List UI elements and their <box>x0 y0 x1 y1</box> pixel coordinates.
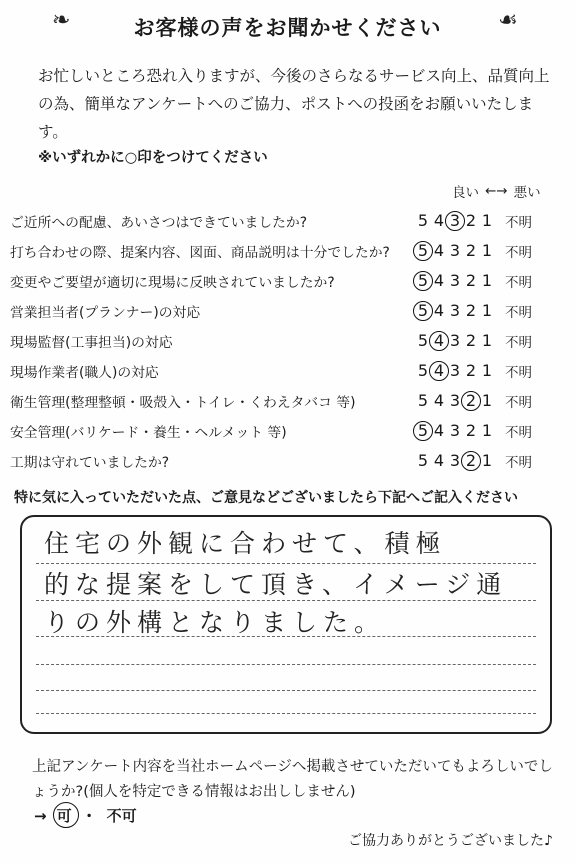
right-flourish-icon: ☙ <box>498 8 518 33</box>
question-text: 営業担当者(プランナー)の対応 <box>10 305 201 321</box>
rating-option-1[interactable]: 1 <box>481 271 493 290</box>
rating-option-5[interactable]: 5 <box>417 451 429 470</box>
rating-option-4[interactable]: 4 <box>431 331 447 351</box>
rating-option-5[interactable]: 5 <box>417 391 429 410</box>
arrow-icon: → <box>34 806 47 825</box>
thanks-text: ご協力ありがとうございました♪ <box>348 833 553 849</box>
rating-option-1[interactable]: 1 <box>481 361 493 380</box>
rating-option-4[interactable]: 4 <box>433 301 445 320</box>
question-text: 工期は守れていましたか? <box>10 455 170 471</box>
rating-options <box>415 361 532 381</box>
rating-option-3[interactable]: 3 <box>449 451 461 470</box>
rating-option-2[interactable]: 2 <box>463 451 479 471</box>
rating-options <box>415 271 532 291</box>
rating-option-unknown[interactable]: 不明 <box>505 395 532 411</box>
comment-rule <box>36 713 536 714</box>
rating-option-5[interactable]: 5 <box>415 421 431 441</box>
choice-no[interactable]: 不可 <box>106 807 137 825</box>
rating-option-5[interactable]: 5 <box>415 301 431 321</box>
rating-option-3[interactable]: 3 <box>449 241 461 260</box>
rating-option-5[interactable]: 5 <box>417 361 429 380</box>
question-text: 現場作業者(職人)の対応 <box>10 365 159 381</box>
rating-options <box>415 211 532 231</box>
rating-option-unknown[interactable]: 不明 <box>505 215 532 231</box>
intro-text: お忙しいところ恐れ入りますが、今後のさらなるサービス向上、品質向上の為、簡単なアンケートへのご協力、ポストへの投函をお願いいたします。 <box>38 67 550 141</box>
rating-option-4[interactable]: 4 <box>433 241 445 260</box>
choice-yes[interactable]: 可 <box>56 807 72 825</box>
rating-option-4[interactable]: 4 <box>433 391 445 410</box>
rating-options <box>415 301 532 321</box>
rating-options <box>415 241 532 261</box>
comment-rule <box>36 600 536 601</box>
rating-options <box>415 331 532 351</box>
question-text: 変更やご要望が適切に現場に反映されていましたか? <box>10 275 335 291</box>
left-flourish-icon: ❧ <box>52 8 71 33</box>
rating-option-1[interactable]: 1 <box>481 301 493 320</box>
page-title: お客様の声をお聞かせください <box>133 16 442 40</box>
rating-option-2[interactable]: 2 <box>465 301 477 320</box>
rating-option-4[interactable]: 4 <box>433 271 445 290</box>
scale-arrow-icon: ←→ <box>485 183 508 199</box>
rating-option-2[interactable]: 2 <box>465 331 477 350</box>
rating-option-4[interactable]: 4 <box>431 361 447 381</box>
question-row <box>10 296 570 326</box>
question-row <box>10 206 570 236</box>
comment-rule <box>36 690 536 691</box>
rating-option-5[interactable]: 5 <box>417 331 429 350</box>
rating-option-3[interactable]: 3 <box>447 211 463 231</box>
question-row <box>10 356 570 386</box>
rating-option-5[interactable]: 5 <box>415 271 431 291</box>
comment-heading: 特に気に入っていただいた点、ご意見などございましたら下記へご記入ください <box>14 490 518 506</box>
question-row <box>10 386 570 416</box>
scale-bad-label: 悪い <box>513 185 541 201</box>
rating-option-4[interactable]: 4 <box>433 451 445 470</box>
rating-option-1[interactable]: 1 <box>481 451 493 470</box>
question-list <box>10 206 570 476</box>
rating-option-unknown[interactable]: 不明 <box>505 455 532 471</box>
question-text: 衛生管理(整理整頓・吸殻入・トイレ・くわえタバコ 等) <box>10 395 356 411</box>
comment-rule <box>36 636 536 637</box>
rating-option-unknown[interactable]: 不明 <box>505 245 532 261</box>
rating-options <box>415 451 532 471</box>
rating-option-3[interactable]: 3 <box>449 361 461 380</box>
question-row <box>10 236 570 266</box>
rating-options <box>415 391 532 411</box>
rating-option-4[interactable]: 4 <box>433 211 445 230</box>
rating-option-1[interactable]: 1 <box>481 391 493 410</box>
choice-separator: ・ <box>81 807 97 825</box>
question-text: ご近所への配慮、あいさつはできていましたか? <box>10 215 308 231</box>
rating-option-2[interactable]: 2 <box>465 211 477 230</box>
rating-options <box>415 421 532 441</box>
question-text: 現場監督(工事担当)の対応 <box>10 335 173 351</box>
scale-good-label: 良い <box>452 185 479 201</box>
question-text: 打ち合わせの際、提案内容、図面、商品説明は十分でしたか? <box>10 245 390 261</box>
instruction-text: ※いずれかに○印をつけてください <box>38 150 268 166</box>
comment-rule <box>36 563 536 564</box>
rating-option-1[interactable]: 1 <box>481 421 493 440</box>
rating-option-2[interactable]: 2 <box>465 241 477 260</box>
rating-option-1[interactable]: 1 <box>481 241 493 260</box>
rating-option-unknown[interactable]: 不明 <box>505 335 532 351</box>
rating-option-unknown[interactable]: 不明 <box>505 425 532 441</box>
rating-scale-header <box>452 181 541 201</box>
rating-option-2[interactable]: 2 <box>465 421 477 440</box>
question-row <box>10 416 570 446</box>
publish-choice <box>34 805 137 826</box>
rating-option-unknown[interactable]: 不明 <box>505 365 532 381</box>
rating-option-1[interactable]: 1 <box>481 211 493 230</box>
rating-option-3[interactable]: 3 <box>449 271 461 290</box>
rating-option-3[interactable]: 3 <box>449 391 461 410</box>
rating-option-5[interactable]: 5 <box>417 211 429 230</box>
question-text: 安全管理(バリケード・養生・ヘルメット 等) <box>10 425 287 441</box>
rating-option-3[interactable]: 3 <box>449 301 461 320</box>
question-row <box>10 266 570 296</box>
rating-option-4[interactable]: 4 <box>433 421 445 440</box>
rating-option-5[interactable]: 5 <box>415 241 431 261</box>
rating-option-3[interactable]: 3 <box>449 421 461 440</box>
handwritten-line-1: 住宅の外観に合わせて、積極 <box>44 529 447 558</box>
rating-option-2[interactable]: 2 <box>465 361 477 380</box>
question-row <box>10 446 570 476</box>
rating-option-3[interactable]: 3 <box>449 331 461 350</box>
question-row <box>10 326 570 356</box>
handwritten-line-2: 的な提案をして頂き、イメージ通 <box>44 570 508 599</box>
rating-option-2[interactable]: 2 <box>463 391 479 411</box>
publish-question: 上記アンケート内容を当社ホームページへ掲載させていただいてもよろしいでしょうか?(個人を特定できる情報はお出ししません) <box>32 759 553 800</box>
rating-option-unknown[interactable]: 不明 <box>505 275 532 291</box>
rating-option-2[interactable]: 2 <box>465 271 477 290</box>
rating-option-1[interactable]: 1 <box>481 331 493 350</box>
handwritten-line-3: りの外構となりました。 <box>44 608 386 637</box>
rating-option-unknown[interactable]: 不明 <box>505 305 532 321</box>
comment-rule <box>36 664 536 665</box>
